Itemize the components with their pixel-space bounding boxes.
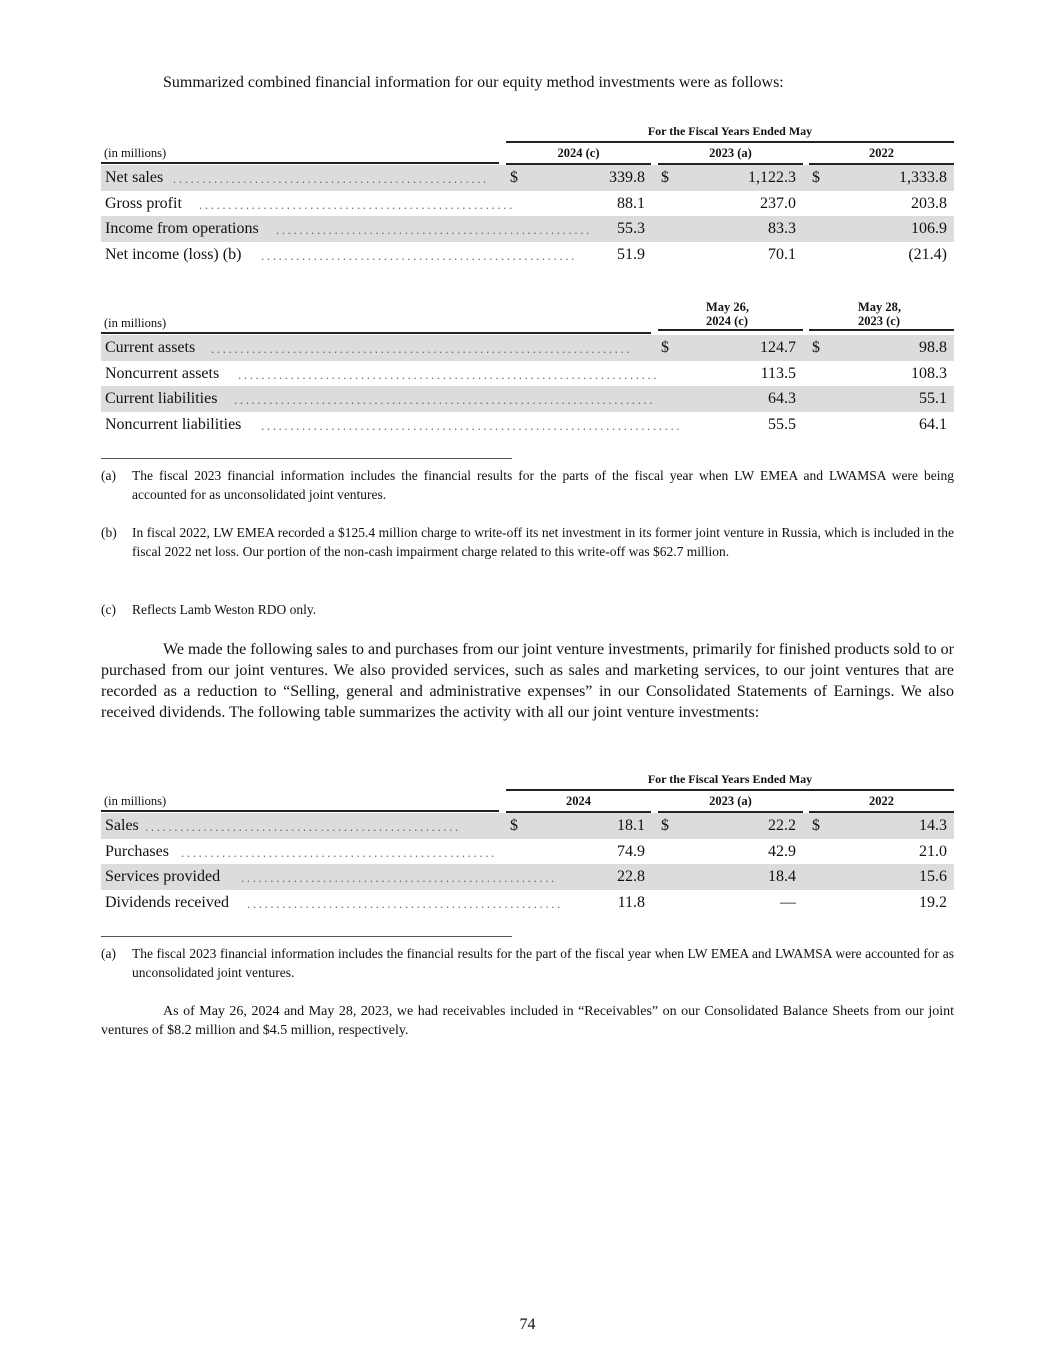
value-2023: 22.2 (768, 817, 796, 834)
leader-dots: ...................................................... (173, 171, 489, 186)
footnote-rule (101, 936, 512, 937)
row-label: Noncurrent assets (105, 365, 220, 382)
table2-units: (in millions) (104, 316, 167, 330)
value-2022: (21.4) (908, 246, 947, 263)
table2-col-2024 (658, 300, 803, 331)
receivables-paragraph: As of May 26, 2024 and May 28, 2023, we had receivables included in “Receivables” on our Consolidated Balance Sheets from our joint ventures of $8.2 million and $4.5 million, respectively. (101, 1004, 954, 1038)
row-label: Purchases (105, 843, 169, 860)
value-2023: — (780, 894, 796, 911)
footnote-c (101, 600, 954, 619)
table1-col-2023: 2023 (a) (658, 146, 803, 165)
currency-sign: $ (812, 339, 820, 356)
activity-paragraph: We made the following sales to and purchases from our joint venture investments, primarily for finished products sold to or purchased from our joint ventures. We also provided services, such as sales and marketing services, to our joint ventures that are recorded as a reduction to “Selling, general and administrative expenses” in our Consolidated Statements of Earnings. We also received dividends. The following table summarizes the activity with all our joint venture investments: (101, 641, 954, 721)
footnote-mark: (a) (101, 946, 116, 961)
page-number: 74 (519, 1316, 536, 1333)
value-2024: 88.1 (617, 195, 645, 212)
footnote-mark: (a) (101, 468, 116, 483)
col-date: May 28, (858, 300, 902, 314)
footnote-mark: (c) (101, 602, 116, 617)
row-label: Noncurrent liabilities (105, 416, 242, 433)
table-row (101, 361, 954, 387)
leader-dots: ...................................................... (181, 845, 497, 860)
row-label: Net income (loss) (b) (105, 246, 242, 263)
table-row (101, 412, 954, 438)
table3-units: (in millions) (104, 794, 167, 808)
col-date: May 26, (706, 300, 750, 314)
value-2023: 70.1 (768, 246, 796, 263)
value-2022: 203.8 (911, 195, 947, 212)
table-row (101, 191, 954, 217)
currency-sign: $ (661, 817, 669, 834)
table3-col-2022: 2022 (809, 794, 954, 813)
value-2024: 124.7 (760, 339, 796, 356)
table-row (101, 839, 954, 865)
value-2023: 108.3 (911, 365, 947, 382)
footnote-mark: (b) (101, 525, 117, 540)
value-2022: 1,333.8 (899, 169, 947, 186)
row-label: Services provided (105, 868, 221, 885)
table1-col-2024: 2024 (c) (506, 146, 651, 165)
row-label: Current assets (105, 339, 196, 356)
row-label: Income from operations (105, 220, 259, 237)
value-2023: 18.4 (768, 868, 796, 885)
value-2023: 237.0 (760, 195, 796, 212)
value-2024: 55.5 (768, 416, 796, 433)
value-2023: 1,122.3 (748, 169, 796, 186)
row-label: Net sales (105, 169, 164, 186)
currency-sign: $ (510, 169, 518, 186)
table-row (101, 864, 954, 890)
value-2023: 42.9 (768, 843, 796, 860)
leader-dots: ........................................................................ (234, 392, 656, 407)
footnote-text: The fiscal 2023 financial information includes the financial results for the part of the fiscal year when LW EMEA and LWAMSA were accounted for as unconsolidated joint ventures. (132, 946, 954, 980)
row-label: Gross profit (105, 195, 182, 212)
leader-dots: ........................................................................ (238, 367, 660, 382)
currency-sign: $ (510, 817, 518, 834)
value-2023: 55.1 (919, 390, 947, 407)
currency-sign: $ (812, 169, 820, 186)
footnote-b (101, 523, 954, 580)
value-2024: 51.9 (617, 246, 645, 263)
value-2022: 21.0 (919, 843, 947, 860)
value-2024: 113.5 (760, 365, 796, 382)
value-2023: 83.3 (768, 220, 796, 237)
leader-dots: ........................................................................ (261, 418, 683, 433)
leader-dots: ........................................................................ (211, 341, 633, 356)
row-label: Sales (105, 817, 139, 834)
footnote-a (101, 466, 954, 504)
value-2024: 22.8 (617, 868, 645, 885)
value-2024: 55.3 (617, 220, 645, 237)
value-2024: 18.1 (617, 817, 645, 834)
col-year: 2023 (c) (858, 314, 900, 328)
value-2024: 11.8 (617, 894, 645, 911)
footnote-a (101, 944, 954, 982)
footnote-text: In fiscal 2022, LW EMEA recorded a $125.4 million charge to write-off its net investment in its former joint venture in Russia, which is included in the fiscal 2022 net loss. Our portion of the non-cash impairment charge related to this write-off was $62.7 million. (132, 525, 954, 559)
leader-dots: ...................................................... (261, 248, 577, 263)
row-label: Dividends received (105, 894, 229, 911)
table1-units: (in millions) (104, 146, 167, 160)
value-2023: 64.1 (919, 416, 947, 433)
footnote-rule (101, 458, 512, 459)
table-row (101, 386, 954, 412)
value-2022: 14.3 (919, 817, 947, 834)
table3-col-2023: 2023 (a) (658, 794, 803, 813)
table2-col-2023 (809, 300, 954, 331)
table2-label-rule (101, 332, 651, 334)
table3-span-header: For the Fiscal Years Ended May (506, 772, 954, 791)
leader-dots: ...................................................... (247, 896, 563, 911)
table-row (101, 335, 954, 361)
leader-dots: ...................................................... (145, 819, 461, 834)
value-2024: 74.9 (617, 843, 645, 860)
value-2022: 19.2 (919, 894, 947, 911)
value-2024: 339.8 (609, 169, 645, 186)
table1-span-header: For the Fiscal Years Ended May (506, 124, 954, 143)
table-row (101, 216, 954, 242)
currency-sign: $ (661, 339, 669, 356)
table-row (101, 813, 954, 839)
table-row (101, 890, 954, 916)
currency-sign: $ (661, 169, 669, 186)
leader-dots: ...................................................... (199, 197, 515, 212)
footnote-text: Reflects Lamb Weston RDO only. (132, 602, 317, 617)
currency-sign: $ (812, 817, 820, 834)
table1-col-2022: 2022 (809, 146, 954, 165)
table3-col-2024: 2024 (506, 794, 651, 813)
leader-dots: ...................................................... (241, 870, 557, 885)
value-2022: 15.6 (919, 868, 947, 885)
value-2023: 98.8 (919, 339, 947, 356)
table-row (101, 165, 954, 191)
row-label: Current liabilities (105, 390, 218, 407)
value-2022: 106.9 (911, 220, 947, 237)
table3-label-rule (101, 810, 499, 812)
footnote-text: The fiscal 2023 financial information includes the financial results for the parts of the fiscal year when LW EMEA and LWAMSA were being accounted for as unconsolidated joint ventures. (132, 468, 954, 502)
intro-text: Summarized combined financial information for our equity method investments were as follows: (163, 74, 784, 91)
table-row (101, 242, 954, 268)
value-2024: 64.3 (768, 390, 796, 407)
leader-dots: ...................................................... (276, 222, 592, 237)
table1-label-rule (101, 162, 499, 164)
col-year: 2024 (c) (706, 314, 748, 328)
